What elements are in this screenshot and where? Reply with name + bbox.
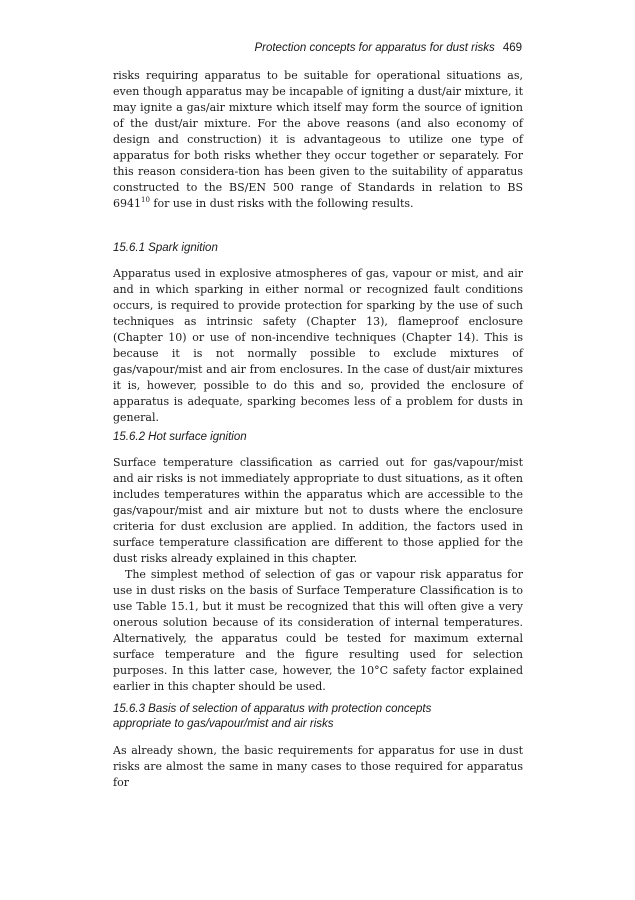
running-header	[160, 42, 522, 54]
section-heading-basis-line-2: appropriate to gas/vapour/mist and air risks	[113, 718, 334, 730]
section-15-6-3-body	[113, 743, 523, 791]
hot-surface-paragraph-2: The simplest method of selection of gas or vapour risk apparatus for use in dust risks on the basis of Surface Temperature Classification is to use Table 15.1, but it must be recognized that this will often give a very onerous solution because of its consideration of internal temperatures. Alternatively, the apparatus could be tested for maximum external surface temperature and the figure resulting used for selection purposes. In this latter case, however, the 10°C safety factor explained earlier in this chapter should be used.	[113, 568, 523, 693]
running-title: Protection concepts for apparatus for dust risks	[254, 42, 495, 54]
page-number: 469	[502, 42, 522, 54]
intro-paragraph	[113, 68, 523, 212]
intro-paragraph-block	[113, 68, 523, 212]
section-heading-basis-line-1: 15.6.3 Basis of selection of apparatus with protection concepts	[113, 703, 432, 715]
intro-text-b: for use in dust risks with the following results.	[149, 197, 414, 210]
basis-paragraph: As already shown, the basic requirements for apparatus for use in dust risks are almost the same in many cases to those required for apparatus for	[113, 744, 523, 789]
section-15-6-2	[113, 430, 523, 445]
spark-ignition-paragraph: Apparatus used in explosive atmospheres of gas, vapour or mist, and air and in which sparking in either normal or recognized fault conditions occurs, is required to provide protection for sparking by the use of such techniques as intrinsic safety (Chapter 13), flameproof enclosure (Chapter 10) or use of non-incendive techniques (Chapter 14). This is because it is not normally possible to exclude mixtures of gas/vapour/mist and air from enclosures. In the case of dust/air mixtures it is, however, possible to do this and so, provided the enclosure of apparatus is adequate, sparking becomes less of a problem for dusts in general.	[113, 267, 523, 424]
reference-superscript: 10	[141, 196, 150, 204]
section-15-6-1	[113, 241, 523, 256]
intro-text-a: risks requiring apparatus to be suitable for operational situations as, even though apparatus may be incapable of igniting a dust/air mixture, it may ignite a gas/air mixture which itself may form the source of ignition of the dust/air mixture. For the above reasons (and also economy of design and construction) it is advantageous to utilize one type of apparatus for both risks whether they occur together or separately. For this reason considera-tion has been given to the suitability of apparatus constructed to the BS/EN 500 range of Standards in relation to BS 6941	[113, 69, 523, 210]
section-heading-hot-surface-ignition: 15.6.2 Hot surface ignition	[113, 431, 247, 443]
section-15-6-1-body	[113, 266, 523, 426]
section-heading-spark-ignition: 15.6.1 Spark ignition	[113, 242, 218, 254]
section-15-6-3	[113, 702, 523, 732]
hot-surface-paragraph-1: Surface temperature classification as carried out for gas/vapour/mist and air risks is not immediately appropriate to dust situations, as it often includes temperatures within the apparatus which are accessible to the gas/vapour/mist and air mixture but not to dusts where the enclosure criteria for dust exclusion are applied. In addition, the factors used in surface temperature classification are different to those applied for the dust risks already explained in this chapter.	[113, 456, 523, 565]
section-15-6-2-body	[113, 455, 523, 695]
